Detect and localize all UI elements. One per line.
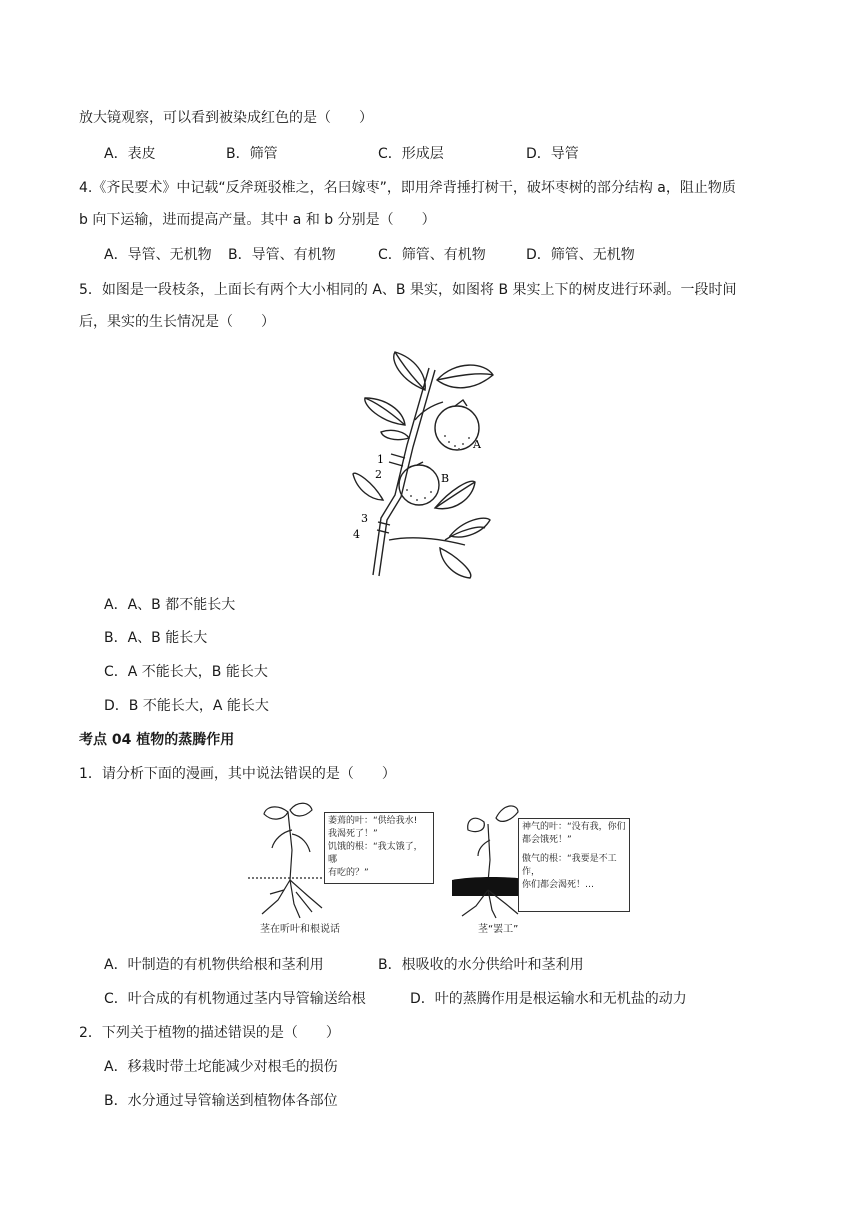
s1-option-c: C．叶合成的有机物通过茎内导管输送给根 (104, 991, 366, 1007)
cartoon-left-caption: 茎在听叶和根说话 (260, 924, 340, 935)
q3-option-c: C．形成层 (378, 146, 444, 162)
q3-option-d: D．导管 (526, 146, 579, 162)
cartoon-right-bubble (518, 818, 630, 912)
q3-stem-tail: 放大镜观察，可以看到被染成红色的是（ ） (79, 110, 373, 126)
cartoon-right-bubble-line1: 神气的叶：“没有我，你们 (522, 822, 626, 832)
cartoon-left-plant (248, 800, 328, 920)
q4-option-a: A．导管、无机物 (104, 247, 212, 263)
q4-option-b: B．导管、有机物 (228, 247, 336, 263)
s2-stem: 2．下列关于植物的描述错误的是（ ） (79, 1025, 340, 1041)
cartoon-left-bubble-line2: 我渴死了！” (328, 829, 378, 839)
figure-label-3: 3 (361, 512, 368, 525)
branch-figure (345, 350, 495, 580)
s2-option-b: B．水分通过导管输送到植物体各部位 (104, 1093, 338, 1109)
cartoon-right-bubble-line3: 傲气的根：“我要是不工作， (522, 854, 617, 877)
cartoon-left-bubble-line3: 饥饿的根：“我太饿了，哪 (328, 842, 423, 865)
s1-stem: 1．请分析下面的漫画，其中说法错误的是（ ） (79, 766, 396, 782)
q5-stem-line2: 后，果实的生长情况是（ ） (79, 314, 275, 330)
q4-option-d: D．筛管、无机物 (526, 247, 635, 263)
figure-label-4: 4 (353, 528, 360, 541)
s2-option-a: A．移栽时带土坨能减少对根毛的损伤 (104, 1059, 338, 1075)
q5-option-d: D．B 不能长大，A 能长大 (104, 698, 269, 714)
q4-stem-line2: b 向下运输，进而提高产量。其中 a 和 b 分别是（ ） (79, 212, 436, 228)
cartoon-left-bubble-line1: 萎蔫的叶：“供给我水! (328, 816, 418, 826)
cartoon-left-bubble (324, 812, 434, 884)
figure-label-b: B (441, 472, 450, 485)
figure-label-1: 1 (377, 453, 384, 466)
q5-stem-line1: 5．如图是一段枝条，上面长有两个大小相同的 A、B 果实，如图将 B 果实上下的树皮进行环剥。一段时间 (79, 282, 737, 298)
s1-option-b: B．根吸收的水分供给叶和茎利用 (378, 957, 584, 973)
q5-option-c: C．A 不能长大，B 能长大 (104, 664, 268, 680)
section-title: 考点 04 植物的蒸腾作用 (79, 732, 235, 748)
q5-option-a: A．A、B 都不能长大 (104, 597, 236, 613)
figure-label-a: A (473, 438, 481, 451)
q5-option-b: B．A、B 能长大 (104, 630, 208, 646)
q3-option-b: B．筛管 (226, 146, 278, 162)
s1-option-d: D．叶的蒸腾作用是根运输水和无机盐的动力 (410, 991, 687, 1007)
q4-stem-line1: 4.《齐民要术》中记载“反斧斑驳椎之，名曰嫁枣”，即用斧背捶打树干，破坏枣树的部分结构 a，阻止物质 (79, 180, 736, 196)
figure-label-2: 2 (375, 468, 382, 481)
q3-option-a: A．表皮 (104, 146, 156, 162)
cartoon-right-caption: 茎“罢工” (478, 924, 519, 935)
s1-option-a: A．叶制造的有机物供给根和茎利用 (104, 957, 324, 973)
cartoon-right-bubble-line4: 你们都会渴死！… (522, 880, 595, 890)
cartoon-right-bubble-line2: 都会饿死！” (522, 835, 572, 845)
q4-option-c: C．筛管、有机物 (378, 247, 486, 263)
cartoon-left-bubble-line4: 有吃的？” (328, 868, 369, 878)
